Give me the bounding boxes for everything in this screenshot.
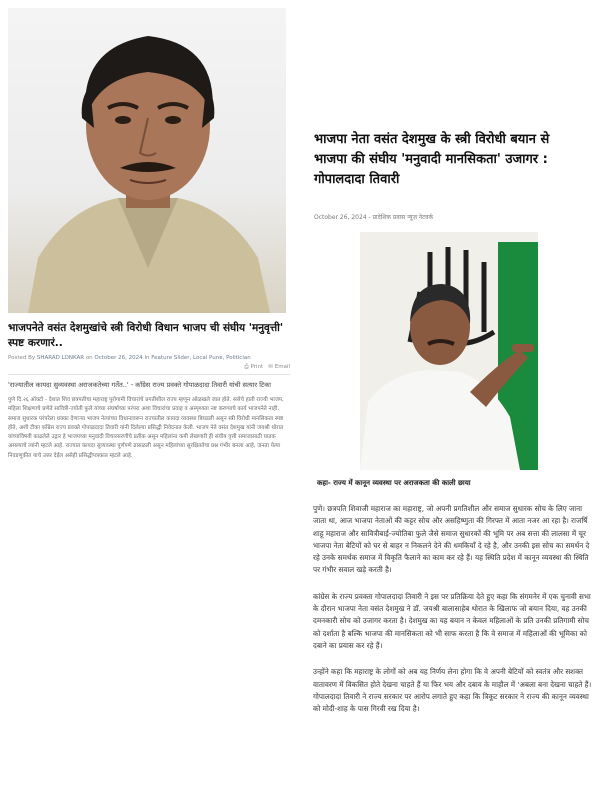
left-lead: 'राज्यातील कायदा सुव्यवस्था अराजकतेच्या गर्तेत..' - काँग्रेस राज्य प्रवक्ते गोपाळदादा तिवारी यांची सत्यार टिका bbox=[8, 381, 272, 389]
in-label: In bbox=[144, 355, 150, 361]
category-links[interactable]: Feature Slider, Local Pune, Politician bbox=[151, 355, 251, 361]
body-paragraph: उन्होंने कहा कि महाराष्ट्र के लोगों को अब यह निर्णय लेना होगा कि वे अपनी बेटियों को स्वतंत्र और सशक्त वातावरण में विकसित होते देखना चाहते हैं या फिर भय और दबाव के माहौल में 'अबला बना देखना चाहते हैं। गोपालदादा तिवारी ने राज्य सरकार पर आरोप लगाते हुए कहा कि त्रिकूट सरकार ने राज्य की कानून व्यवस्था को मोदी-शाह के पास गिरवी रख दिया है। bbox=[313, 667, 592, 714]
left-body: पुणे दि.२६ ऑक्टो - देशात शिव छत्रपतीचा महाराष्ट्र पुरोगामी विचारांचे प्रगतीशील राज्य म्हणून ओळखले जात होते. सत्तेचे हाती राज्यी भाजप, महिला शिक्षणाचे प्रणेते सावित्री-ज्योती फुले यांच्या संघर्षाच्या परंपरा अशा विचारांचा प्रवाह व अस्पृश्यता नष्ट करण्याचे कार्य भाजपनेते नाही. समाज सुधारक परंपरेला धक्का देणाऱ्या भाजप नेत्यांच्या विधानावरून राज्यातील कायदा व्यवस्था बिघडली असून स्त्री विरोधी मानसिकता स्पष्ट होते, अशी टीका काँग्रेस राज्य प्रवक्ते गोपाळदादा तिवारी यांनी दिलेल्या प्रसिद्धी निवेदनात केली. भाजप नेते वसंत देशमुख यांनी जयश्री थोरात यांच्याविषयी काढलेले उद्गार हे भाजपच्या मनुवादी विचारसरणीचे प्रतीक असून महिलांना कमी लेखणारी ही संघीय वृत्ती समाजासाठी घातक असल्याचे त्यांनी म्हटले आहे. राज्यात कायदा सुव्यवस्था पूर्णपणे ढासळली असून महिलांच्या सुरक्षिततेचा प्रश्न गंभीर बनला आहे, जनता येत्या निवडणुकीत याचे उत्तर देईल असेही प्रसिद्धीपत्रकात म्हटले आहे. bbox=[8, 397, 284, 459]
right-body bbox=[313, 503, 593, 729]
on-label: on bbox=[85, 355, 93, 361]
share-tools bbox=[8, 364, 290, 371]
divider bbox=[8, 374, 290, 375]
body-paragraph: कांग्रेस के राज्य प्रवक्ता गोपालदादा तिवारी ने इस पर प्रतिक्रिया देते हुए कहा कि संगमनेर में एक चुनावी सभा के दौरान भाजपा नेता वसंत देशमुख ने डॉ. जयश्री बालासाहेब थोरात के खिलाफ जो बयान दिया, वह उनकी दमनकारी सोच को उजागर करता है। देशमुख का यह बयान न केवल महिलाओं के प्रति उनकी प्रतिगामी सोच को दर्शाता है बल्कि भाजपा की मानसिकता को भी साफ करता है कि वे समाज में महिलाओं की भूमिका को दबाने का प्रयास कर रहे हैं। bbox=[313, 591, 591, 650]
date-link[interactable]: October 26, 2024 bbox=[94, 355, 143, 361]
photo-caption: कहा- राज्य में कानून व्यवस्था पर अराजकता की काली छाया bbox=[317, 479, 471, 487]
right-post-meta: October 26, 2024 - प्रादेशिक प्रवास न्यूज़ नेटवर्क bbox=[314, 214, 434, 221]
posted-by-label: Posted By bbox=[8, 355, 36, 361]
left-post-meta bbox=[8, 354, 290, 363]
portrait-photo bbox=[8, 8, 286, 313]
print-icon[interactable]: ⎙ bbox=[244, 364, 249, 370]
email-link[interactable]: Email bbox=[274, 364, 290, 370]
right-headline[interactable]: भाजपा नेता वसंत देशमुख के स्त्री विरोधी बयान से भाजपा की संघीय 'मनुवादी मानसिकता' उजागर : गोपालदादा तिवारी bbox=[314, 132, 550, 187]
email-icon[interactable]: ✉ bbox=[268, 364, 273, 370]
author-link[interactable]: SHARAD LONKAR bbox=[36, 355, 85, 361]
speaker-photo bbox=[360, 232, 538, 470]
body-paragraph: पुणे। छत्रपति शिवाजी महाराज का महाराष्ट्र, जो अपनी प्रगतिशील और समाज सुधारक सोच के लिए जाना जाता था, आज भाजपा नेताओं की कट्टर सोच और असहिष्णुता की गिरफ्त में आता नजर आ रहा है। राजर्षि शाहू महाराज और सावित्रीबाई-ज्योतिबा फुले जैसे समाज सुधारकों की भूमि पर अब सत्ता की लालसा में चूर भाजपा नेता बेटियों को घर से बाहर न निकलने देने की धमकियाँ दे रहे है, और उनकी इस सोच का समर्थन दे रहे उनके समर्थक समाज में विकृति फैलाने का काम कर रहे हैं। यह स्थिति प्रदेश में कानून व्यवस्था की स्थिति पर गंभीर सवाल खड़े करती है। bbox=[313, 504, 590, 575]
print-link[interactable]: Print bbox=[250, 364, 264, 370]
speaker-illustration bbox=[360, 232, 538, 470]
left-headline[interactable]: भाजपनेते वसंत देशमुखांचे स्त्री विरोधी विधान भाजप ची संघीय 'मनुवृत्ती' स्पष्ट करणारं.. bbox=[8, 322, 284, 349]
portrait-illustration bbox=[8, 8, 286, 313]
left-article bbox=[8, 8, 290, 461]
